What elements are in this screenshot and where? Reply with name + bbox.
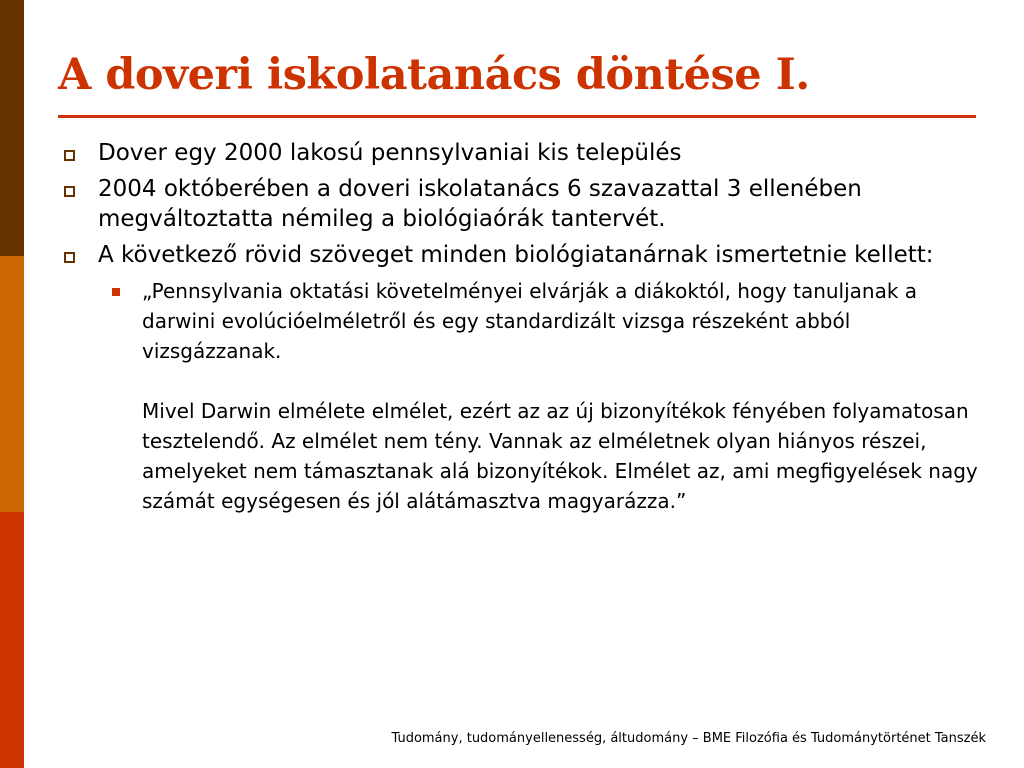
list-item xyxy=(60,240,980,270)
footer-text: Tudomány, tudományellenesség, áltudomány – BME Filozófia és Tudománytörténet Tanszék xyxy=(391,731,986,746)
quote-paragraph-1: „Pennsylvania oktatási követelményei elvárják a diákoktól, hogy tanuljanak a darwini evolúcióelméletről és egy standardizált vizsga részeként abból vizsgázzanak. xyxy=(142,279,918,363)
quote-paragraph-2: Mivel Darwin elmélete elmélet, ezért az az új bizonyítékok fényében folyamatosan tesztelendő. Az elmélet nem tény. Vannak az elméletnek olyan hiányos részei, amelyeket nem támasztanak alá bizonyítékok. Elmélet az, ami megfigyelések nagy számát egységesen és jól alátámasztva magyarázza.” xyxy=(142,399,978,513)
hollow-square-bullet-icon xyxy=(64,186,75,197)
title-rule xyxy=(58,115,976,118)
side-stripe-middle xyxy=(0,256,24,512)
list-item xyxy=(60,138,980,168)
hollow-square-bullet-icon xyxy=(64,252,75,263)
side-stripe-bottom xyxy=(0,512,24,768)
bullet-text: Dover egy 2000 lakosú pennsylvaniai kis település xyxy=(98,140,682,166)
slide-title: A doveri iskolatanács döntése I. xyxy=(58,50,810,100)
bullet-text: A következő rövid szöveget minden biológiatanárnak ismertetnie kellett: xyxy=(98,242,934,268)
hollow-square-bullet-icon xyxy=(64,150,75,161)
bullet-text: 2004 októberében a doveri iskolatanács 6 szavazattal 3 ellenében megváltoztatta némileg a biológiaórák tantervét. xyxy=(98,176,862,232)
side-stripe-top xyxy=(0,0,24,256)
bullet-list xyxy=(60,138,980,516)
quote-item xyxy=(60,276,980,516)
list-item xyxy=(60,174,980,234)
filled-square-bullet-icon xyxy=(112,288,120,296)
